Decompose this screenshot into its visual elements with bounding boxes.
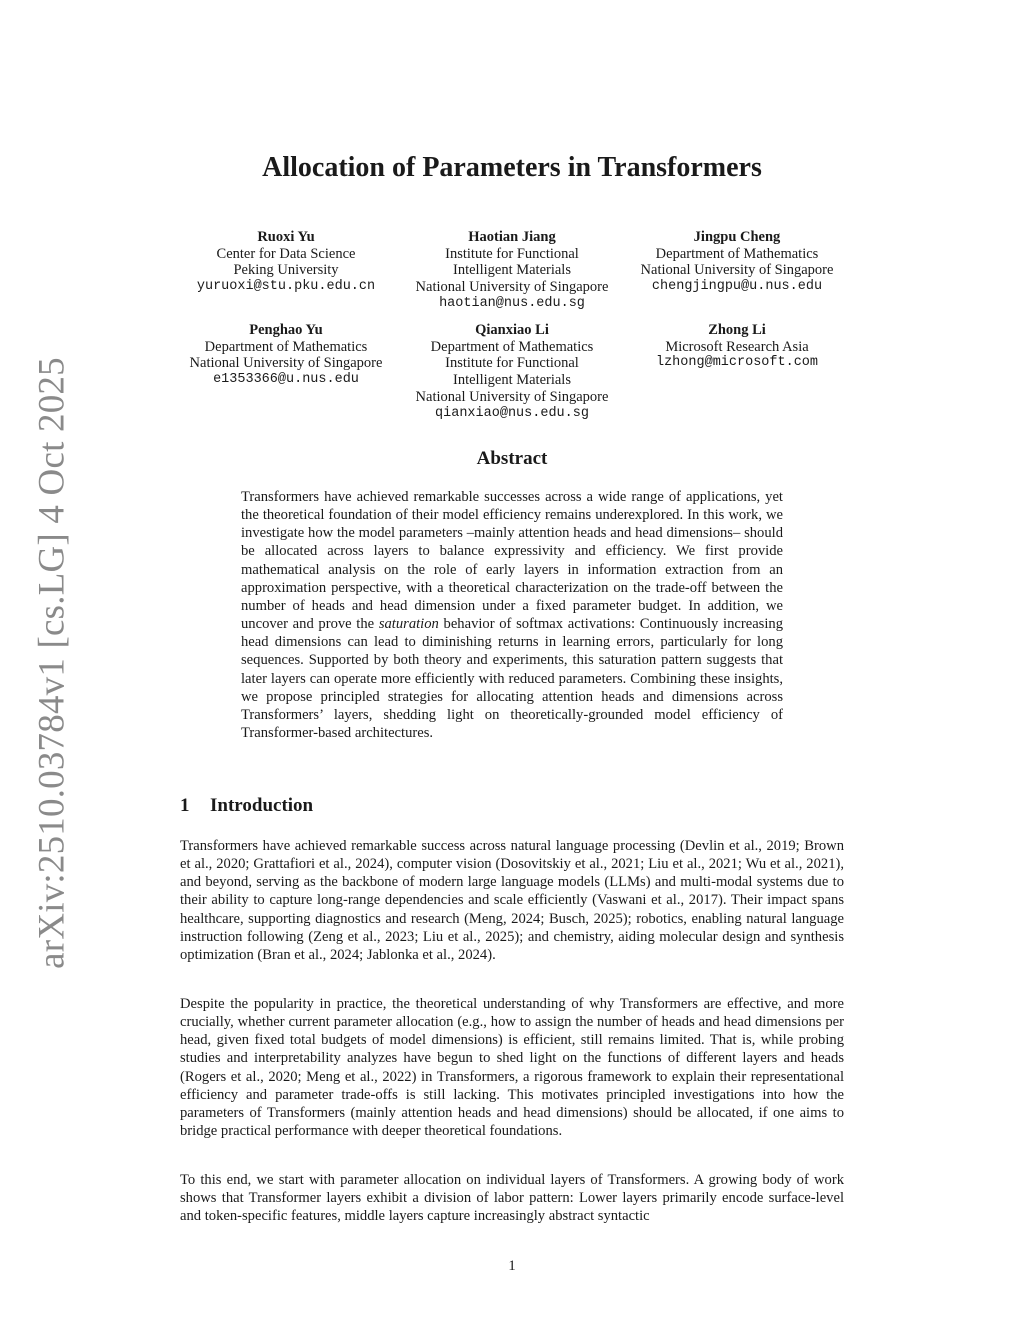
abstract-text-before: Transformers have achieved remarkable successes across a wide range of applications, yet the theoretical foundation of their model efficiency remains underexplored. In this work, we investigate how the model parameters –mainly attention heads and head dimensions– should be allocated across layers to balance expressivity and efficiency. We first provide mathematical analysis on the role of early layers in information extraction from an approximation perspective, with a theoretical characterization on the trade-off between the number of heads and head dimension under a fixed parameter budget. In addition, we uncover and prove the — [241, 489, 783, 633]
author-name: Penghao Yu — [249, 322, 323, 338]
author-affiliation — [392, 339, 632, 406]
abstract-emphasis: saturation — [378, 616, 439, 633]
author-email: haotian@nus.edu.sg — [439, 295, 585, 311]
author-affiliation — [617, 339, 857, 356]
section-number: 1 — [180, 795, 190, 816]
affiliation-line: Institute for Functional — [445, 245, 579, 262]
author-name: Haotian Jiang — [468, 229, 556, 245]
author-email: e1353366@u.nus.edu — [213, 372, 359, 388]
author-name: Zhong Li — [708, 322, 766, 338]
affiliation-line: Institute for Functional — [445, 355, 579, 372]
section-title: Introduction — [210, 795, 314, 816]
author-email: yuruoxi@stu.pku.edu.cn — [196, 279, 376, 295]
paper-title: Allocation of Parameters in Transformers — [262, 152, 762, 183]
affiliation-line: National University of Singapore — [189, 355, 383, 372]
author-affiliation — [166, 339, 406, 372]
author-affiliation — [166, 246, 406, 279]
author-block — [166, 229, 406, 296]
affiliation-line: Department of Mathematics — [430, 338, 594, 355]
affiliation-line: Center for Data Science — [216, 245, 356, 262]
page-number: 1 — [508, 1258, 516, 1274]
abstract-body — [241, 488, 783, 742]
author-block — [392, 229, 632, 313]
affiliation-line: National University of Singapore — [415, 279, 609, 296]
author-email: chengjingpu@u.nus.edu — [651, 279, 823, 295]
affiliation-line: Department of Mathematics — [655, 245, 819, 262]
section-heading — [180, 795, 313, 817]
affiliation-line: Intelligent Materials — [453, 372, 571, 389]
author-name: Qianxiao Li — [475, 322, 549, 338]
author-email: qianxiao@nus.edu.sg — [435, 405, 589, 421]
author-name: Jingpu Cheng — [693, 229, 781, 245]
author-block — [617, 229, 857, 296]
author-block — [617, 322, 857, 372]
author-email: lzhong@microsoft.com — [655, 355, 819, 371]
body-paragraph: Despite the popularity in practice, the theoretical understanding of why Transformers are effective, and more crucially, whether current parameter allocation (e.g., how to assign the number of heads and head dimensions per head, given fixed total budgets of model dimensions) is efficient, still remains limited. That is, while probing studies and interpretability analyzes have begun to shed light on the functions of different layers and heads (Rogers et al., 2020; Meng et al., 2022) in Transformers, a rigorous framework to explain their representational efficiency and parameter trade-offs is still lacking. This motivates principled investigations into how the parameters of Transformers (mainly attention heads and head dimensions) should be allocated, if one aims to bridge practical performance with deeper theoretical foundations. — [180, 996, 844, 1140]
affiliation-line: Department of Mathematics — [204, 338, 368, 355]
author-name: Ruoxi Yu — [257, 229, 315, 245]
affiliation-line: National University of Singapore — [415, 388, 609, 405]
arxiv-identifier-text: arXiv:2510.03784v1 [cs.LG] 4 Oct 2025 — [31, 357, 73, 969]
affiliation-line: Intelligent Materials — [453, 262, 571, 279]
author-affiliation — [392, 246, 632, 296]
abstract-heading: Abstract — [476, 448, 548, 469]
author-block — [166, 322, 406, 389]
author-affiliation — [617, 246, 857, 279]
affiliation-line: Microsoft Research Asia — [665, 338, 809, 355]
affiliation-line: Peking University — [233, 262, 339, 279]
affiliation-line: National University of Singapore — [640, 262, 834, 279]
abstract-text-after: behavior of softmax activations: Continuously increasing head dimensions can lead to diminishing returns in learning errors, particularly for long sequences. Supported by both theory and experiments, this saturation pattern suggests that later layers can operate more efficiently with reduced parameters. Combining these insights, we propose principled strategies for allocating attention heads and dimensions across Transformers’ layers, shedding light on theoretically-grounded model efficiency of Transformer-based architectures. — [241, 616, 783, 742]
body-paragraph: Transformers have achieved remarkable success across natural language processing (Devlin et al., 2019; Brown et al., 2020; Grattafiori et al., 2024), computer vision (Dosovitskiy et al., 2021; Liu et al., 2021; Wu et al., 2021), and beyond, serving as the backbone of modern large language models (LLMs) and multi-modal systems due to their ability to capture long-range dependencies and scale efficiently (Vaswani et al., 2017). Their impact spans healthcare, supporting diagnostics and research (Meng, 2024; Busch, 2025); robotics, enabling natural language instruction following (Zeng et al., 2023; Liu et al., 2025); and chemistry, aiding molecular design and synthesis optimization (Bran et al., 2024; Jablonka et al., 2024). — [180, 838, 844, 963]
body-paragraph: To this end, we start with parameter allocation on individual layers of Transformers. A growing body of work shows that Transformer layers exhibit a division of labor pattern: Lower layers primarily encode surface-level and token-specific features, middle layers capture increasingly abstract syntactic — [180, 1172, 844, 1225]
author-block — [392, 322, 632, 422]
